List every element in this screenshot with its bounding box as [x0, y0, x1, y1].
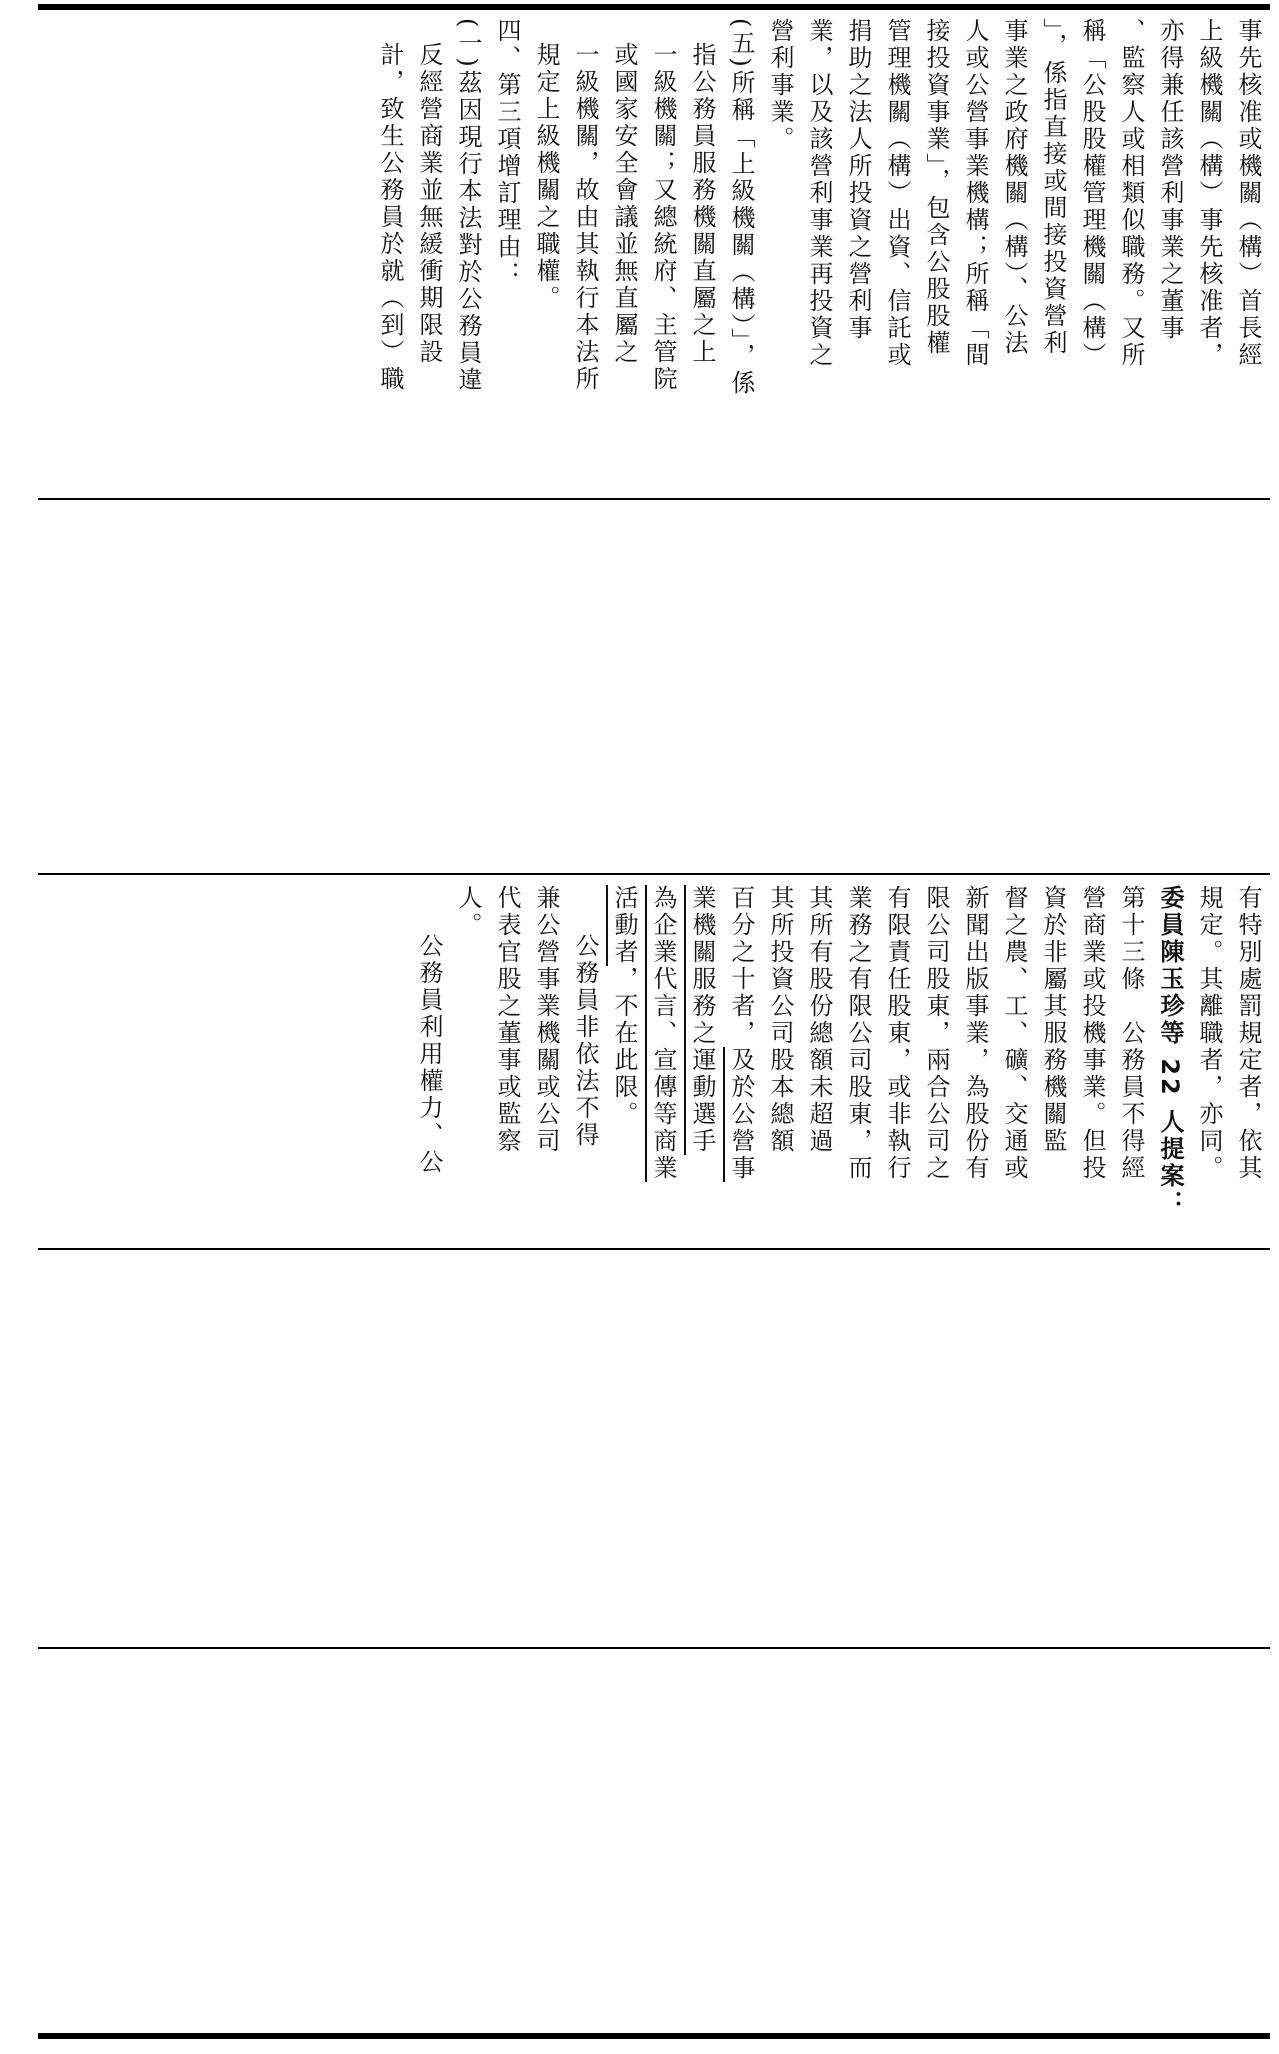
text-line: 捐助之法人所投資之營利事: [844, 18, 872, 342]
text-line: 」，係指直接或間接投資營利: [1039, 18, 1067, 357]
text-line: 上級機關（構）事先核准者，: [1195, 18, 1223, 369]
text-line: 人。: [454, 885, 482, 939]
section-divider-2: [38, 873, 1270, 875]
text-line: (五)所稱「上級機關（構）」，係: [727, 18, 755, 397]
text-line: 事業之政府機關（構）、公法: [1000, 18, 1028, 357]
text-line: 接投資事業」，包含公股股權: [922, 18, 950, 357]
text-line: 業，以及該營利事業再投資之: [805, 18, 833, 369]
text-line: 四、第三項增訂理由：: [493, 18, 521, 288]
text-line: 其所投資公司股本總額: [766, 885, 794, 1155]
text-line: 業務之有限公司股東，而: [844, 885, 872, 1182]
text-line: 新聞出版事業，為股份有: [961, 885, 989, 1182]
text-line: 亦得兼任該營利事業之董事: [1156, 18, 1184, 342]
text-line: 事先核准或機關（構）首長經: [1234, 18, 1262, 369]
text-line: 或國家安全會議並無直屬之: [610, 42, 638, 366]
text-line: 一級機關，故由其執行本法所: [571, 42, 599, 393]
text-line: [682, 885, 721, 1240]
text-line: 兼公營事業機關或公司: [532, 885, 560, 1155]
text-line: [604, 885, 643, 1240]
article-line: 第十三條 公務員不得經: [1117, 885, 1145, 1182]
amended-text: 為企業代言、宣傳等商業: [649, 885, 677, 1182]
explanation-text-block: [62, 18, 1267, 488]
text-line: 管理機關（構）出資、信託或: [883, 18, 911, 369]
amended-text: 及於公營事: [727, 1047, 755, 1182]
amended-text: 活動者: [610, 885, 638, 966]
text-segment: 百分之十者，: [727, 885, 755, 1047]
amended-text: 業機關服務之運動選手: [688, 885, 716, 1155]
text-line: 營商業或投機事業。但投: [1078, 885, 1106, 1182]
text-line: 限公司股東，兩合公司之: [922, 885, 950, 1182]
text-line: 、監察人或相類似職務。又所: [1117, 18, 1145, 369]
text-line: 其所有股份總額未超過: [805, 885, 833, 1155]
proposal-text-block: [62, 885, 1267, 1240]
text-line: 公務員非依法不得: [571, 933, 599, 1149]
text-line: 規定。其離職者，亦同。: [1195, 885, 1223, 1182]
text-line: 公務員利用權力、公: [415, 933, 443, 1176]
section-divider-3: [38, 1248, 1270, 1250]
proposal-heading: 委員陳玉珍等 22 人提案：: [1156, 885, 1184, 1218]
text-line: 資於非屬其服務機關監: [1039, 885, 1067, 1155]
text-line: 代表官股之董事或監察: [493, 885, 521, 1155]
text-line: 督之農、工、礦、交通或: [1000, 885, 1028, 1182]
text-line: [643, 885, 682, 1240]
text-line: 指公務員服務機關直屬之上: [688, 42, 716, 366]
text-line: 有限責任股東，或非執行: [883, 885, 911, 1182]
text-line: 計，致生公務員於就（到）職: [376, 42, 404, 393]
top-border-rule: [38, 4, 1270, 10]
text-line: 規定上級機關之職權。: [532, 42, 560, 312]
section-divider-4: [38, 1647, 1270, 1649]
text-line: 有特別處罰規定者，依其: [1234, 885, 1262, 1182]
text-line: 反經營商業並無緩衝期限設: [415, 42, 443, 366]
text-line: 一級機關；又總統府、主管院: [649, 42, 677, 393]
text-line: 人或公營事業機構；所稱「間: [961, 18, 989, 369]
text-line: (一)茲因現行本法對於公務員違: [454, 18, 482, 394]
text-line: 稱「公股股權管理機關（構）: [1078, 18, 1106, 369]
text-line: 營利事業。: [766, 18, 794, 153]
text-segment: ，不在此限。: [610, 966, 638, 1128]
section-divider-1: [38, 498, 1270, 500]
bottom-border-rule: [38, 2033, 1270, 2039]
text-line: [721, 885, 760, 1240]
